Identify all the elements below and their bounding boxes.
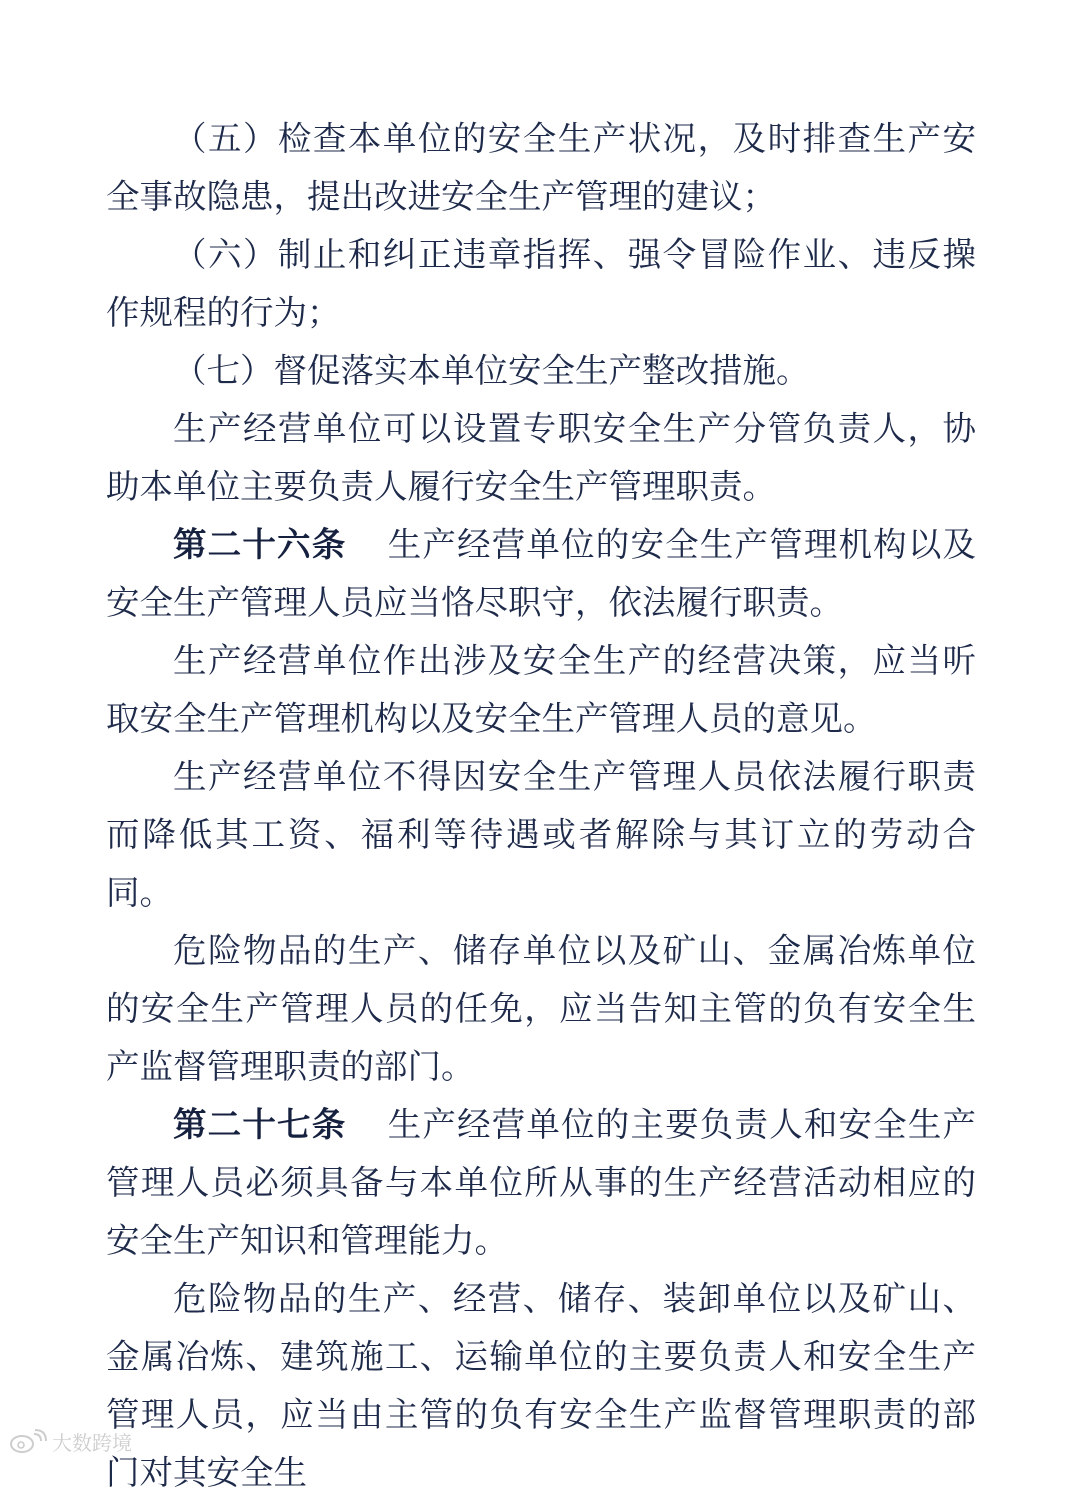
article-number: 第二十六条 (173, 525, 347, 564)
article-number: 第二十七条 (173, 1105, 347, 1144)
watermark (8, 1426, 132, 1456)
paragraph (106, 1096, 976, 1270)
paragraph-text: 生产经营单位不得因安全生产管理人员依法履行职责而降低其工资、福利等待遇或者解除与其订立的劳动合同。 (106, 757, 976, 912)
paragraph (106, 516, 976, 632)
paragraph-text: （五）检查本单位的安全生产状况，及时排查生产安全事故隐患，提出改进安全生产管理的建议； (106, 119, 976, 216)
paragraph-text: 生产经营单位作出涉及安全生产的经营决策，应当听取安全生产管理机构以及安全生产管理人员的意见。 (106, 641, 976, 738)
paragraph (106, 226, 976, 342)
paragraph-text: （七）督促落实本单位安全生产整改措施。 (173, 351, 810, 390)
watermark-text: 大数跨境 (52, 1430, 132, 1455)
paragraph-text: 危险物品的生产、储存单位以及矿山、金属冶炼单位的安全生产管理人员的任免，应当告知主管的负有安全生产监督管理职责的部门。 (106, 931, 976, 1086)
paragraph-text: 危险物品的生产、经营、储存、装卸单位以及矿山、金属冶炼、建筑施工、运输单位的主要负责人和安全生产管理人员，应当由主管的负有安全生产监督管理职责的部门对其安全生 (106, 1279, 976, 1492)
paragraph-text: 生产经营单位可以设置专职安全生产分管负责人，协助本单位主要负责人履行安全生产管理职责。 (106, 409, 976, 506)
paragraph (106, 632, 976, 748)
paragraph (106, 922, 976, 1096)
document-body (106, 110, 976, 1502)
paragraph-text: 生产经营单位的安全生产管理机构以及安全生产管理人员应当恪尽职守，依法履行职责。 (106, 525, 977, 622)
paragraph-text: 生产经营单位的主要负责人和安全生产管理人员必须具备与本单位所从事的生产经营活动相应的安全生产知识和管理能力。 (106, 1105, 977, 1260)
paragraph-text: （六）制止和纠正违章指挥、强令冒险作业、违反操作规程的行为； (106, 235, 976, 332)
paragraph (106, 110, 976, 226)
paragraph (106, 748, 976, 922)
weibo-logo-icon (8, 1428, 48, 1454)
paragraph (106, 1270, 976, 1502)
paragraph (106, 400, 976, 516)
paragraph (106, 342, 976, 400)
